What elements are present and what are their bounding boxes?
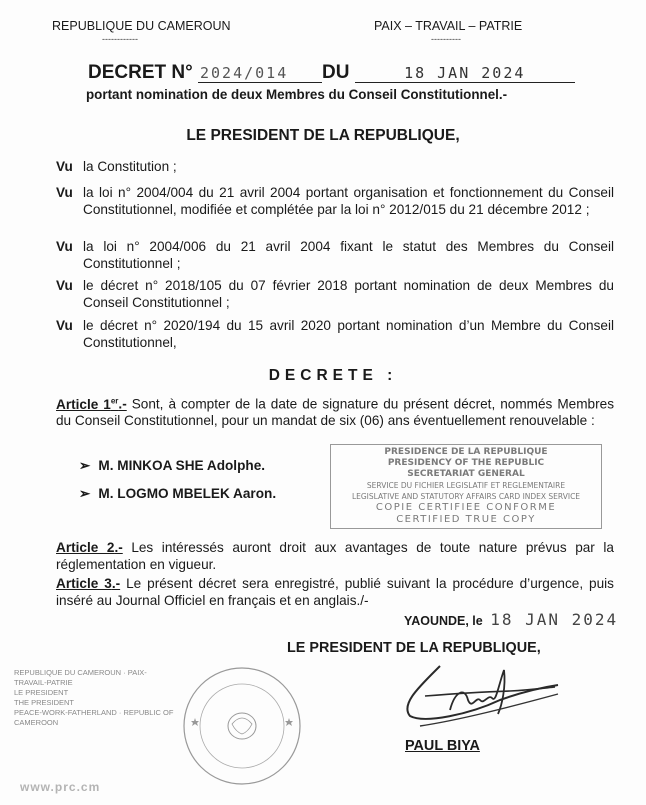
vu-keyword: Vu: [56, 239, 73, 254]
article-3-label: Article 3: [56, 576, 112, 591]
vu-text: la loi n° 2004/006 du 21 avril 2004 fixant le statut des Membres du Conseil Constitutionnel ;: [83, 239, 614, 272]
article-2-text: Les intéressés auront droit aux avantages de toute nature prévus par la réglementation en vigueur.: [56, 540, 614, 572]
decree-date-stamp: 18 JAN 2024: [355, 64, 575, 83]
certified-copy-stamp: [330, 444, 602, 529]
member-item: [79, 458, 265, 474]
article-1: [56, 393, 614, 430]
stamp-line: COPIE CERTIFIEE CONFORME: [375, 502, 557, 513]
signatory-title: LE PRESIDENT DE LA REPUBLIQUE,: [287, 640, 541, 656]
decree-number-line: [88, 62, 575, 84]
article-2-sep: .-: [114, 540, 123, 555]
vu-text: la Constitution ;: [83, 159, 177, 174]
vu-item: [56, 184, 614, 219]
vu-text: le décret n° 2020/194 du 15 avril 2020 portant nomination d’un Membre du Conseil Constitutionnel,: [83, 318, 614, 351]
seal-text-block: [14, 668, 174, 728]
article-1-label-text: Article 1: [56, 396, 111, 412]
header-motto: PAIX – TRAVAIL – PATRIE: [374, 19, 523, 33]
vu-keyword: Vu: [56, 185, 73, 200]
vu-item: [56, 158, 614, 175]
vu-keyword: Vu: [56, 159, 73, 174]
vu-item: [56, 317, 614, 352]
handwritten-signature-icon: [380, 660, 560, 732]
decree-number-stamp: 2024/014: [198, 64, 322, 83]
seal-bottom-text: PEACE-WORK-FATHERLAND · REPUBLIC OF CAMEROON: [14, 708, 174, 727]
decree-subtitle: portant nomination de deux Membres du Conseil Constitutionnel.-: [86, 87, 508, 102]
member-name: M. MINKOA SHE Adolphe.: [98, 458, 266, 473]
article-3: [56, 576, 614, 609]
arrow-bullet-icon: ➢: [79, 486, 91, 501]
header-country: REPUBLIQUE DU CAMEROUN: [52, 19, 231, 33]
stamp-line: CERTIFIED TRUE COPY: [396, 514, 536, 525]
decree-du-label: DU: [322, 62, 350, 83]
vu-item: [56, 238, 614, 273]
stamp-line: PRESIDENCY OF THE REPUBLIC: [387, 458, 545, 468]
seal-inner-top-text: LE PRESIDENT: [14, 688, 69, 697]
presidential-seal-icon: [180, 664, 304, 788]
article-1-sup: er: [110, 396, 119, 405]
seal-inner-bottom-text: THE PRESIDENT: [14, 698, 75, 707]
decree-label: DECRET N°: [88, 62, 193, 83]
article-1-text: Sont, à compter de la date de signature du présent décret, nommés Membres du Conseil Constitutionnel, pour un mandat de six (06) ans éventuellement renouvelable :: [56, 396, 614, 429]
vu-item: [56, 277, 614, 312]
article-2: [56, 540, 614, 573]
arrow-bullet-icon: ➢: [79, 458, 91, 473]
stamp-line: SECRETARIAT GENERAL: [407, 469, 525, 479]
article-3-text: Le présent décret sera enregistré, publié suivant la procédure d’urgence, puis inséré au Journal Officiel en français et en anglais./-: [56, 576, 614, 608]
header-motto-divider: ----------: [431, 34, 461, 44]
header-country-divider: ------------: [102, 34, 138, 44]
article-3-sep: .-: [111, 576, 121, 591]
stamp-line: PRESIDENCE DE LA REPUBLIQUE: [384, 447, 548, 457]
decrete-title: DECRETE :: [268, 367, 398, 384]
closing-date-stamp: 18 JAN 2024: [490, 610, 619, 629]
seal-top-text: REPUBLIQUE DU CAMEROUN · PAIX-TRAVAIL-PATRIE: [14, 668, 147, 687]
vu-text: le décret n° 2018/105 du 07 février 2018 portant nomination de deux Membres du Conseil Constitutionnel ;: [83, 278, 614, 311]
place-date: [404, 610, 618, 629]
stamp-line: SERVICE DU FICHIER LEGISLATIF ET REGLEMENTAIRE: [366, 481, 566, 490]
place-label: YAOUNDE, le: [404, 614, 483, 628]
member-name: M. LOGMO MBELEK Aaron.: [98, 486, 277, 501]
watermark: www.prc.cm: [20, 780, 101, 794]
president-title: LE PRESIDENT DE LA REPUBLIQUE,: [186, 127, 460, 144]
stamp-line: LEGISLATIVE AND STATUTORY AFFAIRS CARD INDEX SERVICE: [351, 492, 581, 501]
article-2-label: Article 2: [56, 540, 115, 555]
vu-keyword: Vu: [56, 318, 73, 333]
vu-keyword: Vu: [56, 278, 73, 293]
article-1-sep: .-: [118, 396, 127, 412]
article-1-label: [56, 397, 118, 412]
vu-text: la loi n° 2004/004 du 21 avril 2004 portant organisation et fonctionnement du Conseil Constitutionnel, modifiée et complétée par la loi n° 2012/015 du 21 décembre 2012 ;: [83, 185, 614, 218]
signatory-name: PAUL BIYA: [405, 738, 480, 754]
member-item: [79, 486, 276, 502]
